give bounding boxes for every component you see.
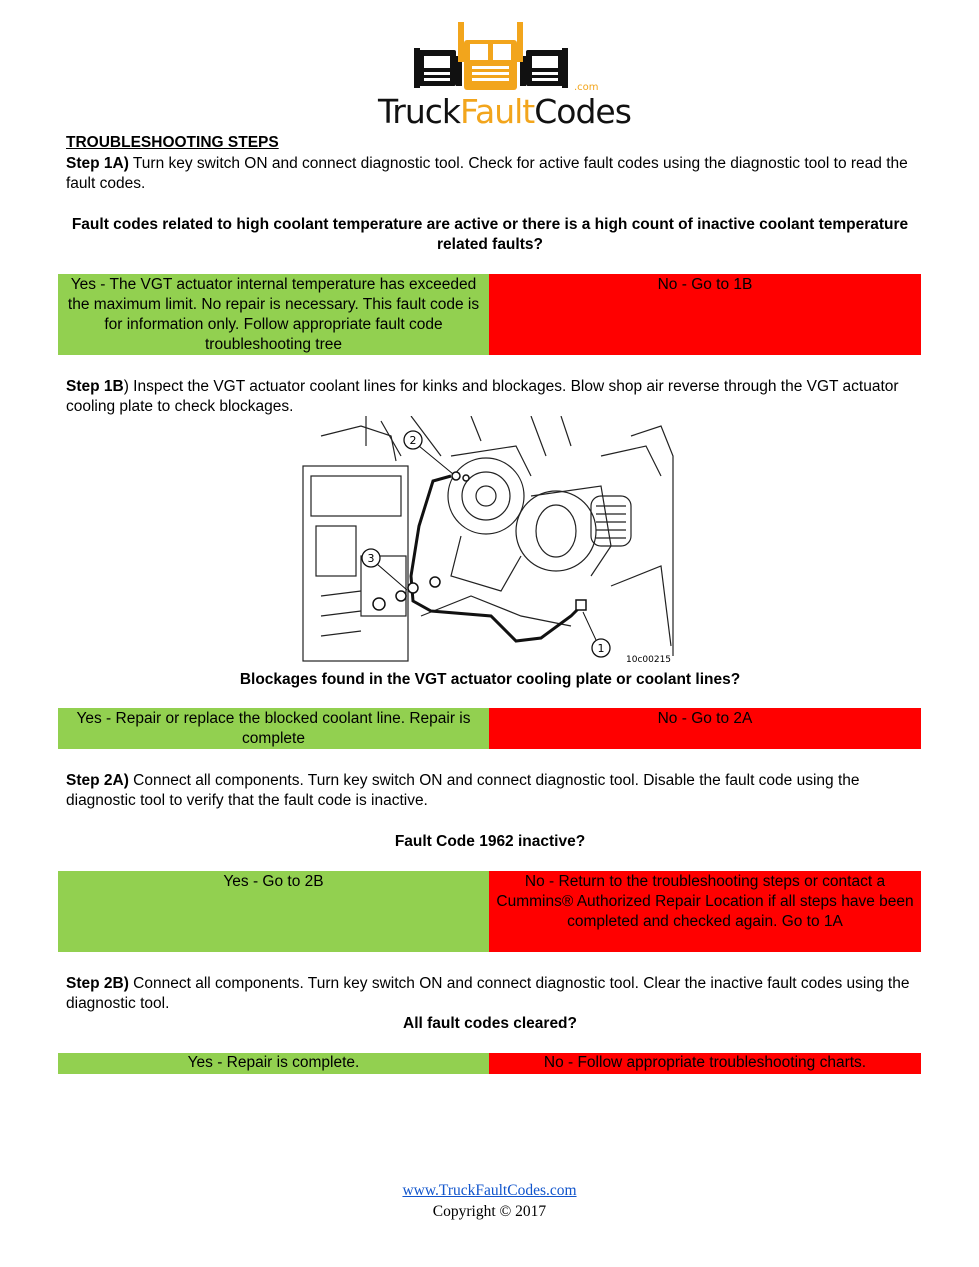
decision-2-yes: Yes - Repair or replace the blocked coolant line. Repair is complete	[58, 708, 489, 749]
decision-1-no: No - Go to 1B	[489, 274, 921, 355]
step-1a: Step 1A) Turn key switch ON and connect diagnostic tool. Check for active fault codes using the diagnostic tool to read the fault codes.	[66, 155, 908, 192]
step-2b: Step 2B) Connect all components. Turn key switch ON and connect diagnostic tool. Clear the inactive fault codes using the diagnostic tool.	[66, 975, 910, 1012]
callout-3: 3	[367, 552, 375, 565]
footer-copyright: Copyright © 2017	[432, 1203, 547, 1220]
question-2: Blockages found in the VGT actuator cooling plate or coolant lines?	[239, 671, 741, 688]
decision-1-yes: Yes - The VGT actuator internal temperature has exceeded the maximum limit. No repair is necessary. This fault code is for information only. Follow appropriate fault code troubleshooting tree	[58, 274, 489, 355]
decision-table-1	[58, 274, 921, 355]
decision-4-yes: Yes - Repair is complete.	[58, 1053, 489, 1074]
callout-1: 1	[597, 642, 605, 655]
vgt-coolant-line-diagram	[301, 416, 676, 666]
question-3: Fault Code 1962 inactive?	[394, 833, 586, 850]
callout-2: 2	[409, 434, 417, 447]
decision-4-no: No - Follow appropriate troubleshooting charts.	[489, 1053, 921, 1074]
truck-icon	[378, 20, 603, 95]
decision-table-3	[58, 871, 921, 952]
question-4: All fault codes cleared?	[403, 1015, 577, 1032]
decision-2-no: No - Go to 2A	[489, 708, 921, 749]
figure-ref: 10c00215	[626, 655, 672, 665]
step-2a: Step 2A) Connect all components. Turn key switch ON and connect diagnostic tool. Disable the fault code using the diagnostic tool to verify that the fault code is inactive.	[66, 772, 860, 809]
step-1b: Step 1B) Inspect the VGT actuator coolant lines for kinks and blockages. Blow shop air reverse through the VGT actuator cooling plate to check blockages.	[66, 378, 899, 415]
section-heading: TROUBLESHOOTING STEPS	[66, 134, 279, 151]
site-logo	[378, 20, 631, 131]
footer-site-link[interactable]: www.TruckFaultCodes.com	[402, 1182, 577, 1199]
engine-drawing-icon	[301, 416, 676, 666]
logo-com: .com	[574, 82, 599, 93]
decision-3-yes: Yes - Go to 2B	[58, 871, 489, 952]
logo-wordmark: TruckFaultCodes	[378, 92, 631, 131]
decision-table-4	[58, 1053, 921, 1074]
decision-table-2	[58, 708, 921, 749]
question-1: Fault codes related to high coolant temperature are active or there is a high count of inactive coolant temperature related faults?	[71, 216, 909, 253]
decision-3-no: No - Return to the troubleshooting steps or contact a Cummins® Authorized Repair Location if all steps have been completed and checked again. Go to 1A	[489, 871, 921, 952]
